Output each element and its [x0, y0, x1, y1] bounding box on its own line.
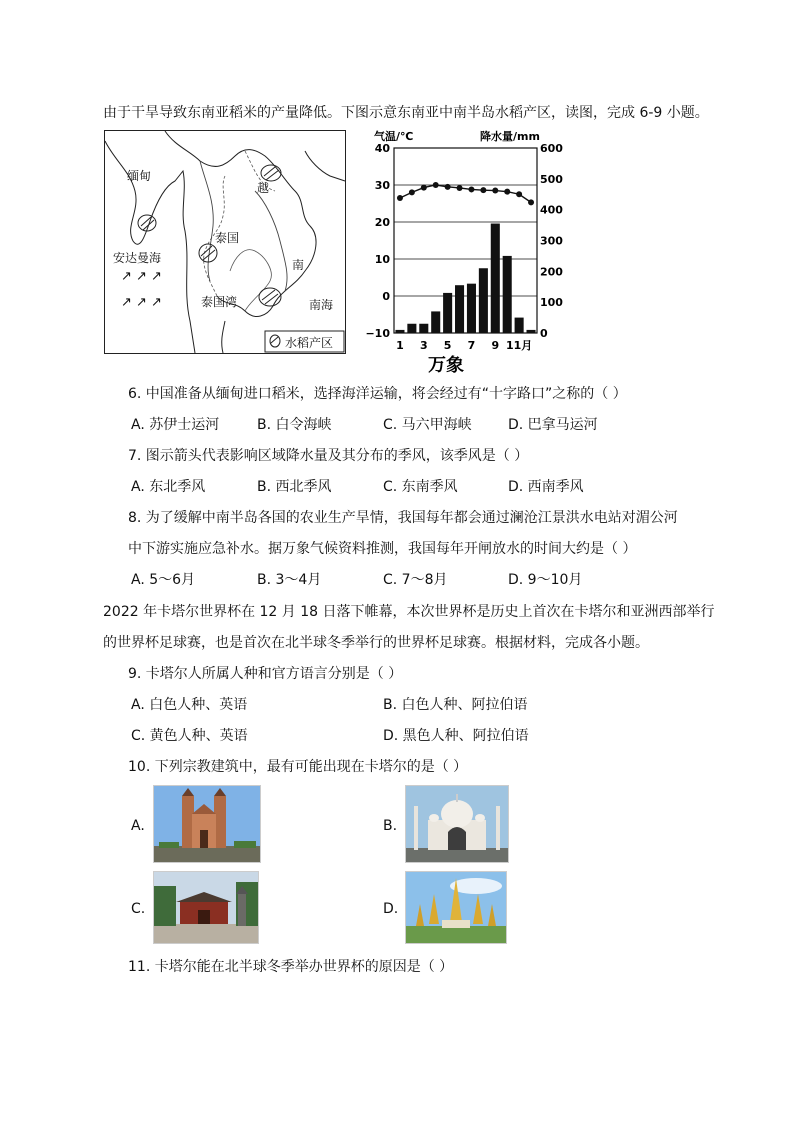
precip-bar — [479, 268, 488, 333]
temp-tick-label: −10 — [365, 327, 390, 340]
temperature-point — [468, 186, 474, 192]
precip-tick-label: 500 — [540, 172, 563, 186]
q7-option-a[interactable]: A. 东北季风 — [131, 479, 206, 495]
precip-bar — [395, 330, 404, 333]
temp-tick-label: 40 — [374, 142, 390, 155]
temperature-point — [528, 199, 534, 205]
month-tick-label: 9 — [491, 339, 500, 352]
monsoon-arrows-row2: ↗ ↗ ↗ — [121, 295, 162, 310]
legend-label: 水稻产区 — [285, 336, 334, 350]
q10-option-b-label[interactable]: B. — [383, 818, 398, 834]
q8-option-a[interactable]: A. 5～6月 — [131, 572, 196, 588]
temp-axis-label: 气温/℃ — [374, 130, 414, 143]
q7-option-d[interactable]: D. 西南季风 — [508, 479, 584, 495]
precip-bar — [503, 256, 512, 333]
temperature-point — [492, 188, 498, 194]
label-nan: 南 — [292, 258, 305, 272]
temperature-point — [397, 195, 403, 201]
q6-option-b[interactable]: B. 白令海峡 — [257, 417, 332, 433]
temperature-point — [445, 184, 451, 190]
q6-option-a[interactable]: A. 苏伊士运河 — [131, 417, 220, 433]
intro-text-1: 由于干旱导致东南亚稻米的产量降低。下图示意东南亚中南半岛水稻产区，读图，完成 6-9 小题。 — [103, 105, 709, 121]
temperature-line — [400, 185, 531, 202]
precip-tick-label: 300 — [540, 234, 563, 248]
precip-bar — [467, 284, 476, 333]
q10-photo-c-temple[interactable] — [153, 871, 259, 944]
climate-chart-svg — [360, 126, 563, 376]
label-viet: 越 — [257, 181, 270, 195]
month-tick-label: 3 — [419, 339, 428, 352]
precip-bar — [455, 285, 464, 333]
q6-option-c[interactable]: C. 马六甲海峡 — [383, 417, 472, 433]
q9-option-b[interactable]: B. 白色人种、阿拉伯语 — [383, 697, 528, 713]
temperature-point — [433, 182, 439, 188]
temp-tick-label: 0 — [382, 290, 390, 303]
precip-bar — [431, 311, 440, 333]
intro-text-2-line1: 2022 年卡塔尔世界杯在 12 月 18 日落下帷幕，本次世界杯是历史上首次在卡塔尔和亚洲西部举行 — [103, 604, 715, 620]
q6-stem: 6. 中国准备从缅甸进口稻米，选择海洋运输，将会经过有“十字路口”之称的（ ） — [128, 386, 627, 402]
month-tick-label: 11月 — [505, 339, 533, 352]
indochina-rice-map — [104, 130, 346, 354]
temperature-point — [516, 191, 522, 197]
q8-option-b[interactable]: B. 3～4月 — [257, 572, 322, 588]
month-tick-label: 5 — [443, 339, 452, 352]
q7-option-c[interactable]: C. 东南季风 — [383, 479, 458, 495]
q9-option-c[interactable]: C. 黄色人种、英语 — [131, 728, 248, 744]
label-myanmar: 缅甸 — [127, 169, 152, 183]
precip-bar — [515, 318, 524, 333]
precip-tick-label: 200 — [540, 265, 563, 279]
q9-stem: 9. 卡塔尔人所属人种和官方语言分别是（ ） — [128, 666, 403, 682]
precip-bar — [443, 293, 452, 333]
precip-bar — [491, 224, 500, 333]
temp-tick-label: 20 — [374, 216, 390, 229]
q8-option-d[interactable]: D. 9～10月 — [508, 572, 583, 588]
precip-bar — [407, 324, 416, 333]
q10-option-d-label[interactable]: D. — [383, 901, 399, 917]
label-south-china-sea: 南海 — [309, 298, 334, 312]
q9-option-d[interactable]: D. 黑色人种、阿拉伯语 — [383, 728, 529, 744]
q8-stem-line1: 8. 为了缓解中南半岛各国的农业生产旱情，我国每年都会通过澜沧江景洪水电站对湄公河 — [128, 510, 678, 526]
temperature-point — [457, 185, 463, 191]
precip-axis-label: 降水量/mm — [480, 130, 540, 143]
label-gulf-of-thailand: 泰国湾 — [201, 295, 238, 309]
label-thailand: 泰国 — [215, 231, 240, 245]
q6-option-d[interactable]: D. 巴拿马运河 — [508, 417, 598, 433]
q10-option-a-label[interactable]: A. — [131, 818, 145, 834]
q7-option-b[interactable]: B. 西北季风 — [257, 479, 332, 495]
q9-option-a[interactable]: A. 白色人种、英语 — [131, 697, 248, 713]
q10-photo-b-mosque[interactable] — [405, 785, 509, 863]
temp-tick-label: 10 — [374, 253, 390, 266]
q10-photo-d-pagoda[interactable] — [405, 871, 507, 944]
temperature-point — [421, 185, 427, 191]
chart-title: 万象 — [428, 355, 464, 376]
q10-photo-a-church[interactable] — [153, 785, 261, 863]
precip-bar — [419, 324, 428, 333]
precip-tick-label: 100 — [540, 296, 563, 310]
monsoon-arrows-row1: ↗ ↗ ↗ — [121, 269, 162, 284]
temp-tick-label: 30 — [374, 179, 390, 192]
temperature-point — [504, 189, 510, 195]
precip-tick-label: 400 — [540, 203, 563, 217]
month-tick-label: 7 — [467, 339, 476, 352]
q8-option-c[interactable]: C. 7～8月 — [383, 572, 448, 588]
precip-bar — [527, 330, 536, 333]
plot-frame — [394, 148, 537, 333]
precip-tick-label: 0 — [540, 327, 548, 340]
temperature-point — [480, 187, 486, 193]
label-andaman: 安达曼海 — [113, 251, 162, 265]
q10-option-c-label[interactable]: C. — [131, 901, 146, 917]
q11-stem: 11. 卡塔尔能在北半球冬季举办世界杯的原因是（ ） — [128, 959, 454, 975]
intro-text-2-line2: 的世界杯足球赛，也是首次在北半球冬季举行的世界杯足球赛。根据材料，完成各小题。 — [103, 635, 649, 651]
temperature-point — [409, 189, 415, 195]
month-tick-label: 1 — [396, 339, 404, 352]
vientiane-climate-chart — [360, 126, 563, 376]
q7-stem: 7. 图示箭头代表影响区域降水量及其分布的季风，该季风是（ ） — [128, 448, 529, 464]
precip-tick-label: 600 — [540, 142, 563, 155]
q8-stem-line2: 中下游实施应急补水。据万象气候资料推测，我国每年开闸放水的时间大约是（ ） — [128, 541, 637, 557]
q10-stem: 10. 下列宗教建筑中，最有可能出现在卡塔尔的是（ ） — [128, 759, 468, 775]
